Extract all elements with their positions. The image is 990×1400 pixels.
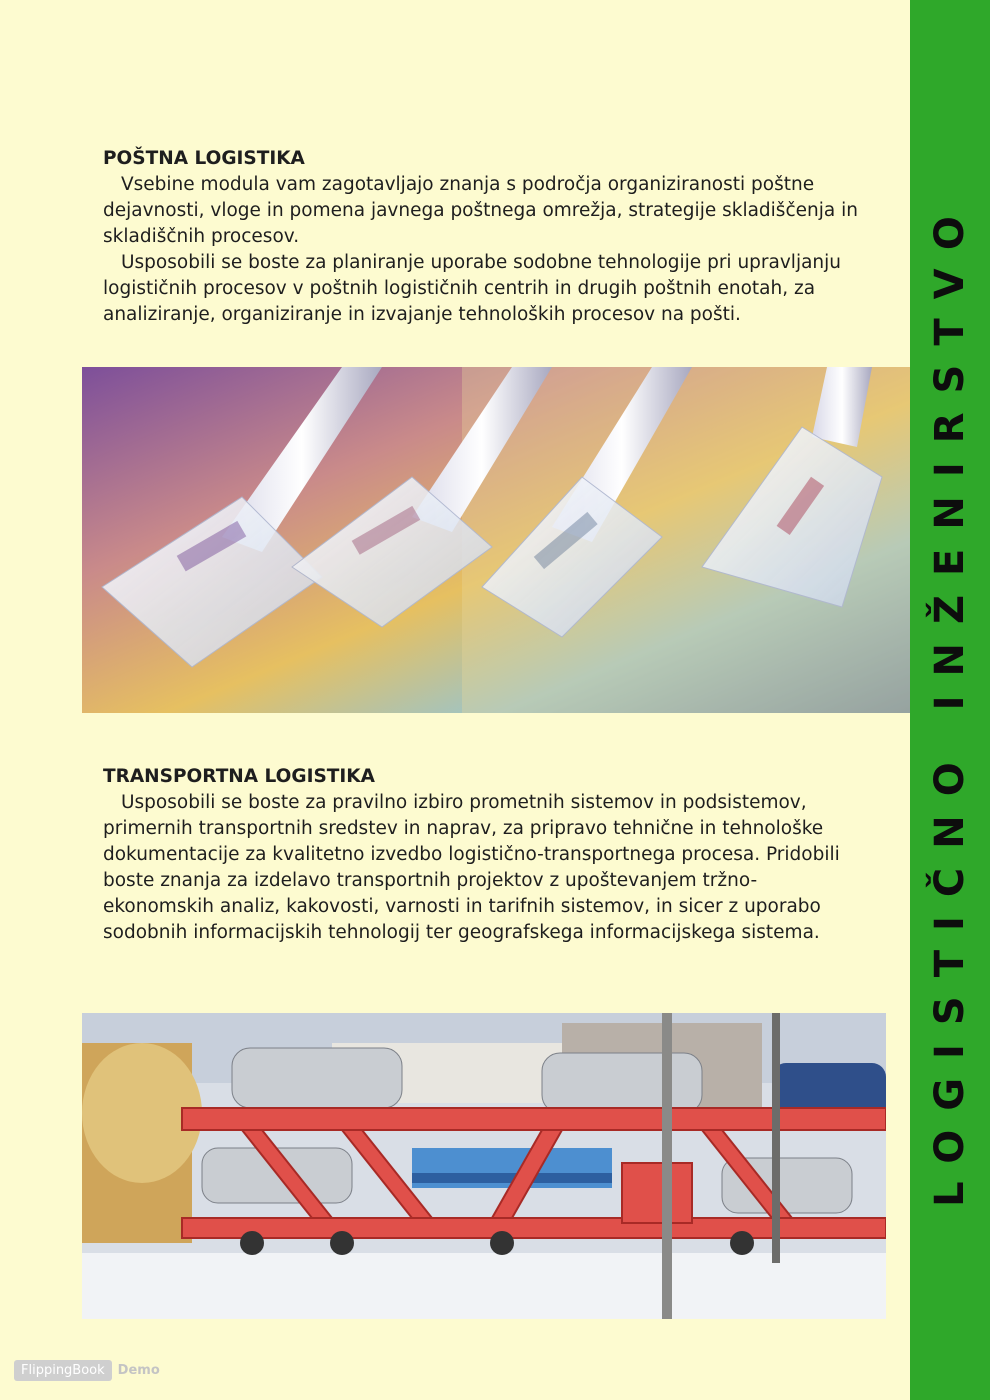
watermark-brand: FlippingBook [14,1360,112,1381]
car-transport-train-photo [82,1013,886,1319]
postal-logistics-section [103,146,863,328]
transport-logistics-heading: TRANSPORTNA LOGISTIKA [103,766,375,787]
telephone-connectors-image [82,367,912,713]
watermark-suffix: Demo [117,1362,160,1378]
sidebar-title: LOGISTIČNO INŽENIRSTVO [927,197,973,1207]
telephone-connectors-photo [82,367,912,713]
flippingbook-watermark [14,1358,160,1382]
sidebar-band [910,0,990,1400]
postal-paragraph-1: Vsebine modula vam zagotavljajo znanja s področja organiziranosti poštne dejavnosti, vloge in pomena javnega poštnega omrežja, strategije skladiščenja in skladiščnih procesov. [103,174,858,247]
transport-paragraph-1: Usposobili se boste za pravilno izbiro prometnih sistemov in podsistemov, primernih transportnih sredstev in naprav, za pripravo tehnične in tehnološke dokumentacije za kvalitetno izvedbo logistično-transportnega procesa. Pridobili boste znanja za izdelavo transportnih projektov z upoštevanjem tržno-ekonomskih analiz, kakovosti, varnosti in tarifnih sistemov, in sicer z uporabo sodobnih informacijskih tehnologij ter geografskega informacijskega sistema. [103,792,840,943]
postal-logistics-heading: POŠTNA LOGISTIKA [103,148,305,169]
postal-paragraph-2: Usposobili se boste za planiranje uporabe sodobne tehnologije pri upravljanju logističnih procesov v poštnih logističnih centrih in drugih poštnih enotah, za analiziranje, organiziranje in izvajanje tehnoloških procesov na pošti. [103,252,842,325]
car-transport-train-image [82,1013,886,1319]
transport-logistics-section [103,764,863,946]
